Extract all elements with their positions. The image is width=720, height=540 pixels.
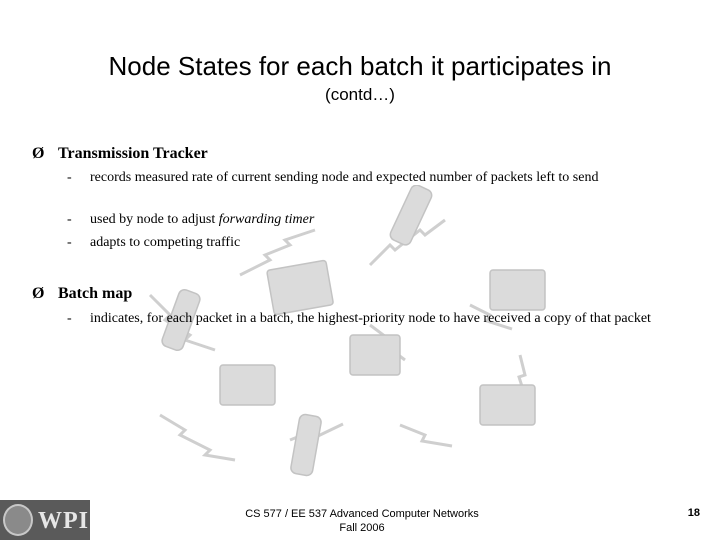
dash-marker: -: [67, 170, 72, 185]
sub-item: [67, 210, 687, 229]
dash-marker: -: [67, 311, 72, 326]
slide-title: Node States for each batch it participates in: [108, 51, 612, 81]
sub-item-italic-text: forwarding timer: [218, 212, 315, 227]
slide-subtitle: (contd…): [325, 85, 395, 104]
sub-item: [67, 233, 687, 252]
footer-course: [222, 507, 502, 535]
sub-item: [67, 309, 687, 328]
footer-course-name: CS 577 / EE 537 Advanced Computer Networks: [245, 508, 479, 520]
seal-icon: [3, 504, 33, 536]
page-number: 18: [687, 507, 700, 519]
dash-marker: -: [67, 212, 72, 227]
logo-text: WPI: [38, 508, 89, 534]
bullet-heading: Transmission Tracker: [58, 145, 208, 162]
sub-item: [67, 168, 687, 187]
bullet-batch-map: [32, 284, 132, 304]
bullet-arrow-icon: Ø: [32, 285, 45, 302]
dash-marker: -: [67, 235, 72, 250]
sub-item-text: used by node to adjust: [90, 212, 219, 227]
sub-item-text: records measured rate of current sending node and expected number of packets left to send: [90, 170, 599, 185]
bullet-transmission-tracker: [32, 144, 208, 164]
sub-item-text: indicates, for each packet in a batch, the highest-priority node to have received a copy of that packet: [90, 311, 651, 326]
sub-item-text: adapts to competing traffic: [90, 235, 241, 250]
bullet-arrow-icon: Ø: [32, 145, 45, 162]
bullet-heading: Batch map: [58, 285, 133, 302]
footer-term: Fall 2006: [339, 522, 385, 534]
wpi-logo: [0, 500, 90, 540]
